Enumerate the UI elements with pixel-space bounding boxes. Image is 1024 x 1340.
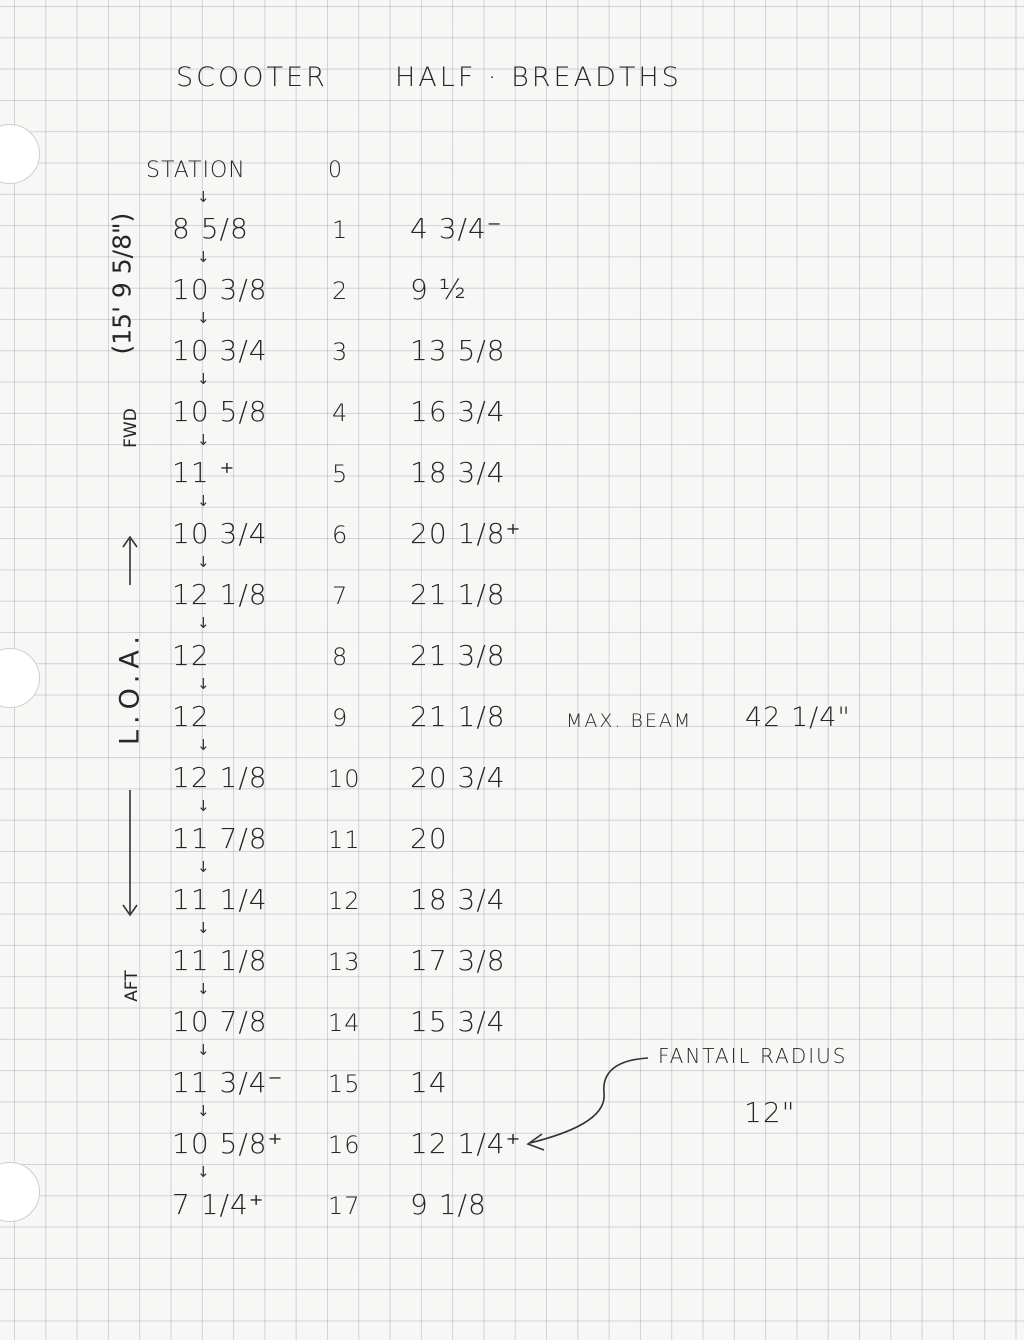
station-number: 14 xyxy=(328,1009,361,1037)
binder-hole-middle xyxy=(0,648,40,708)
down-arrow-icon: ↓ xyxy=(197,553,210,571)
down-arrow-icon: ↓ xyxy=(197,858,210,876)
station-number: 12 xyxy=(328,887,361,915)
half-breadth-value: 20 3/4 xyxy=(410,761,506,794)
station-number: 17 xyxy=(328,1192,361,1220)
down-arrow-icon: ↓ xyxy=(197,614,210,632)
station-value: 10 3/8 xyxy=(172,273,268,306)
down-arrow-icon: ↓ xyxy=(197,797,210,815)
down-long-arrow-icon xyxy=(123,790,137,915)
aft-label: AFT xyxy=(122,970,142,1002)
half-breadth-value: 9 ½ xyxy=(410,273,467,306)
half-breadth-value: 15 3/4 xyxy=(410,1005,506,1038)
title-scooter: SCOOTER xyxy=(176,62,328,93)
max-beam-label: MAX. BEAM xyxy=(566,710,693,732)
down-arrow-icon: ↓ xyxy=(197,309,210,327)
station-number: 4 xyxy=(332,399,349,427)
half-breadth-value: 12 1/4⁺ xyxy=(410,1127,522,1160)
station-number: 7 xyxy=(332,582,349,610)
station-number: 9 xyxy=(332,704,349,732)
station-number: 13 xyxy=(328,948,361,976)
half-breadth-value: 9 1/8 xyxy=(410,1188,487,1221)
down-arrow-icon: ↓ xyxy=(197,980,210,998)
fantail-radius-value: 12" xyxy=(744,1096,796,1129)
down-arrow-icon: ↓ xyxy=(197,248,210,266)
station-value: 7 1/4⁺ xyxy=(172,1188,265,1221)
half-breadth-value: 20 xyxy=(410,822,448,855)
station-value: 10 5/8⁺ xyxy=(172,1127,284,1160)
half-breadth-value: 13 5/8 xyxy=(410,334,506,367)
station-value: 8 5/8 xyxy=(172,212,249,245)
half-breadth-value: 21 1/8 xyxy=(410,700,506,733)
station-number: 1 xyxy=(332,216,349,244)
loa-total-label: (15' 9 5/8") xyxy=(107,212,137,355)
binder-hole-top xyxy=(0,124,40,184)
station-value: 12 xyxy=(172,700,210,733)
half-breadth-value: 17 3/8 xyxy=(410,944,506,977)
station-value: 11 3/4⁻ xyxy=(172,1066,284,1099)
header-station: STATION xyxy=(146,158,246,183)
down-arrow-icon: ↓ xyxy=(197,1163,210,1181)
station-value: 10 5/8 xyxy=(172,395,268,428)
station-value: 12 1/8 xyxy=(172,761,268,794)
binder-hole-bottom xyxy=(0,1162,40,1222)
station-number: 6 xyxy=(332,521,349,549)
station-value: 11 7/8 xyxy=(172,822,268,855)
down-arrow-icon: ↓ xyxy=(197,1102,210,1120)
down-arrow-icon: ↓ xyxy=(197,1041,210,1059)
down-arrow-icon: ↓ xyxy=(197,492,210,510)
station-number: 16 xyxy=(328,1131,361,1159)
fantail-pointer-arrow xyxy=(520,1048,660,1158)
loa-arrows xyxy=(110,525,150,925)
header-station-zero: 0 xyxy=(328,158,343,183)
station-number: 15 xyxy=(328,1070,361,1098)
fantail-radius-label: FANTAIL RADIUS xyxy=(658,1044,848,1068)
down-arrow-icon: ↓ xyxy=(197,736,210,754)
down-arrow-icon: ↓ xyxy=(197,919,210,937)
station-number: 5 xyxy=(332,460,349,488)
station-value: 10 3/4 xyxy=(172,334,268,367)
down-arrow-icon: ↓ xyxy=(197,188,210,206)
half-breadth-value: 4 3/4⁻ xyxy=(410,212,503,245)
station-number: 10 xyxy=(328,765,361,793)
half-breadth-value: 18 3/4 xyxy=(410,883,506,916)
station-value: 11 1/8 xyxy=(172,944,268,977)
station-value: 12 1/8 xyxy=(172,578,268,611)
down-arrow-icon: ↓ xyxy=(197,370,210,388)
down-arrow-icon: ↓ xyxy=(197,675,210,693)
up-arrow-icon xyxy=(123,537,137,585)
half-breadth-value: 18 3/4 xyxy=(410,456,506,489)
half-breadth-value: 21 1/8 xyxy=(410,578,506,611)
station-number: 8 xyxy=(332,643,349,671)
station-value: 10 3/4 xyxy=(172,517,268,550)
station-value: 11 1/4 xyxy=(172,883,268,916)
title-half-breadths: HALF · BREADTHS xyxy=(395,62,682,93)
loa-label: L.O.A. xyxy=(114,630,146,745)
max-beam-value: 42 1/4" xyxy=(745,702,851,733)
station-value: 11 ⁺ xyxy=(172,456,236,489)
station-number: 3 xyxy=(332,338,349,366)
down-arrow-icon: ↓ xyxy=(197,431,210,449)
station-number: 11 xyxy=(328,826,361,854)
station-number: 2 xyxy=(332,277,349,305)
half-breadth-value: 21 3/8 xyxy=(410,639,506,672)
half-breadth-value: 14 xyxy=(410,1066,448,1099)
station-value: 10 7/8 xyxy=(172,1005,268,1038)
half-breadth-value: 16 3/4 xyxy=(410,395,506,428)
half-breadth-value: 20 1/8⁺ xyxy=(410,517,522,550)
fwd-label: FWD xyxy=(121,408,141,448)
station-value: 12 xyxy=(172,639,210,672)
